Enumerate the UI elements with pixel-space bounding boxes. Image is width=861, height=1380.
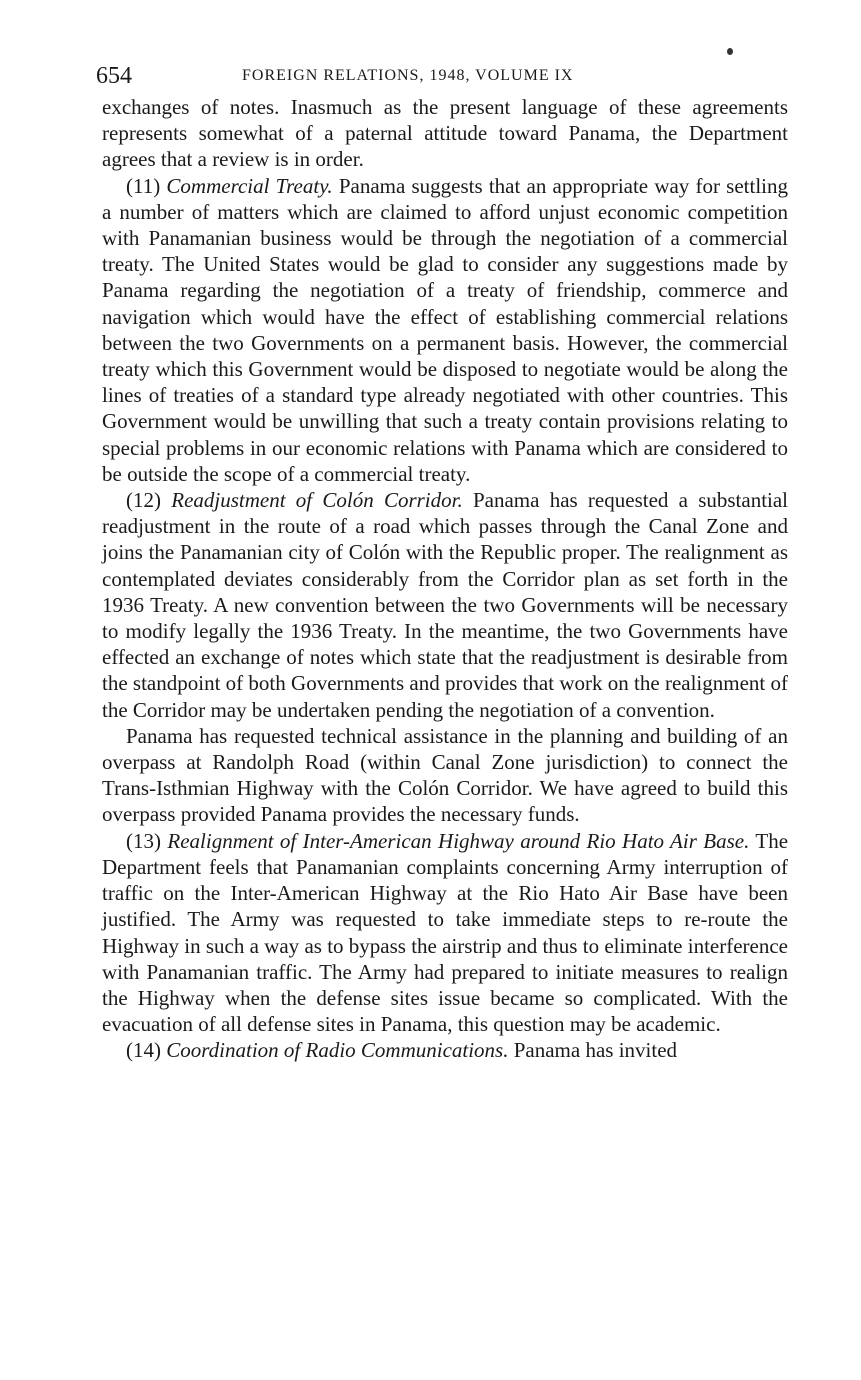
paragraph-text: exchanges of notes. Inasmuch as the present language of these agreements represents somewhat of a paternal attitude toward Panama, the Department agrees that a review is in order. [102, 95, 788, 172]
item-number: (13) [126, 828, 161, 853]
paragraph-text: The Department feels that Panamanian complaints concerning Army interruption of traffic on the Inter-American Highway at the Rio Hato Air Base have been justified. The Army was requested to take immediate steps to re-route the Highway in such a way as to bypass the airstrip and thus to eliminate interference with Panamanian traffic. The Army had prepared to initiate measures to realign the Highway when the defense sites issue became so complicated. With the evacuation of all defense sites in Panama, this question may be academic. [102, 828, 789, 1037]
item-heading: Coordination of Radio Communications. [166, 1038, 509, 1063]
body-text [102, 94, 788, 1064]
item-heading: Readjustment of Colón Corridor. [171, 488, 463, 513]
item-number: (11) [126, 173, 161, 198]
paragraph-text: Panama suggests that an appropriate way for settling a number of matters which are claimed to afford unjust economic competition with Panamanian business would be through the negotiation of a commercial treaty. The United States would be glad to consider any suggestions made by Panama regarding the negotiation of a treaty of friendship, commerce and navigation which would have the effect of establishing commercial relations between the two Governments on a permanent basis. However, the commercial treaty which this Government would be disposed to negotiate would be along the lines of treaties of a standard type already negotiated with other countries. This Government would be unwilling that such a treaty contain provisions relating to special problems in our economic relations with Panama which are considered to be outside the scope of a commercial treaty. [102, 173, 788, 486]
document-page [96, 58, 789, 1064]
paragraph-overpass [102, 723, 788, 828]
paragraph-colon-corridor [102, 487, 788, 723]
ink-mark [727, 48, 733, 55]
paragraph-text: Panama has requested a substantial readjustment in the route of a road which passes through the Canal Zone and joins the Panamanian city of Colón with the Republic proper. The realignment as contemplated deviates considerably from the Corridor plan as set forth in the 1936 Treaty. A new convention between the two Governments will be necessary to modify legally the 1936 Treaty. In the meantime, the two Governments have effected an exchange of notes which state that the readjustment is desirable from the standpoint of both Governments and provides that work on the realignment of the Corridor may be undertaken pending the negotiation of a convention. [102, 488, 789, 722]
page-number: 654 [96, 63, 132, 89]
paragraph-radio-communications [102, 1037, 788, 1063]
paragraph-continuation [102, 94, 788, 173]
item-heading: Commercial Treaty. [166, 173, 333, 198]
item-heading: Realignment of Inter-American Highway around Rio Hato Air Base. [167, 828, 750, 853]
paragraph-commercial-treaty [102, 173, 788, 487]
running-title: FOREIGN RELATIONS, 1948, VOLUME IX [242, 67, 574, 84]
paragraph-text: Panama has invited [513, 1038, 678, 1063]
item-number: (14) [126, 1038, 161, 1063]
item-number: (12) [126, 488, 161, 513]
paragraph-text: Panama has requested technical assistance in the planning and building of an overpass at Randolph Road (within Canal Zone jurisdiction) to connect the Trans-Isthmian Highway with the Colón Corridor. We have agreed to build this overpass provided Panama provides the necessary funds. [102, 723, 788, 827]
paragraph-inter-american-highway [102, 828, 788, 1038]
running-header [96, 58, 788, 94]
